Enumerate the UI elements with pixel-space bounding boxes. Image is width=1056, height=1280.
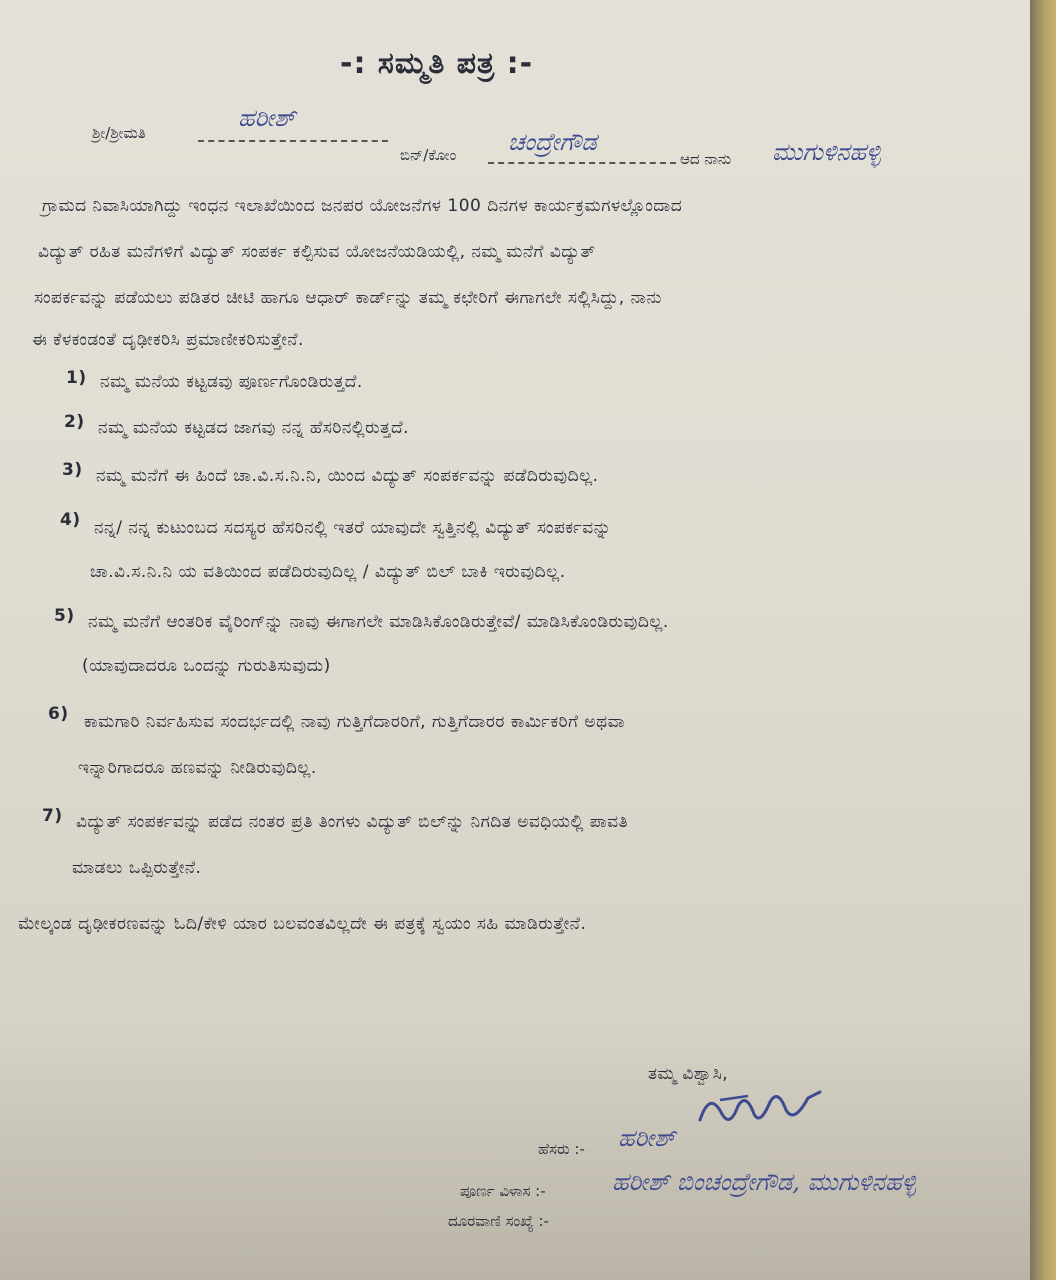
item-text: ನಮ್ಮ ಮನೆಯ ಕಟ್ಟಡದ ಜಾಗವು ನನ್ನ ಹೆಸರಿನಲ್ಲಿರುತ್ತದೆ. [98,418,410,438]
paragraph-line: ವಿದ್ಯುತ್ ರಹಿತ ಮನೆಗಳಿಗೆ ವಿದ್ಯುತ್ ಸಂಪರ್ಕ ಕಲ್ಪಿಸುವ ಯೋಜನೆಯಡಿಯಲ್ಲಿ, ನಮ್ಮ ಮನೆಗೆ ವಿದ್ಯುತ್ [38,242,596,262]
item-number: 4) [60,510,81,530]
address-handwritten: ಹರೀಶ್ ಬಿಂಚಂದ್ರೇಗೌಡ, ಮುಗುಳಿನಹಳ್ಳಿ [612,1168,917,1196]
shri-label: ಶ್ರೀ/ಶ್ರೀಮತಿ [92,124,146,142]
closing-line: ಮೇಲ್ಕಂಡ ದೃಢೀಕರಣವನ್ನು ಓದಿ/ಕೇಳಿ ಯಾರ ಬಲವಂತವಿಲ್ಲದೇ ಈ ಪತ್ರಕ್ಕೆ ಸ್ವಯಂ ಸಹಿ ಮಾಡಿರುತ್ತೇನೆ. [18,914,587,934]
father-handwritten: ಚಂದ್ರೇಗೌಡ [508,128,597,156]
item-text: ನಮ್ಮ ಮನೆಗೆ ಆಂತರಿಕ ವೈರಿಂಗ್‌ನ್ನು ನಾವು ಈಗಾಗಲೇ ಮಾಡಿಸಿಕೊಂಡಿರುತ್ತೇವೆ/ ಮಾಡಿಸಿಕೊಂಡಿರುವುದಿಲ್ಲ. [88,612,669,632]
item-text: ನಮ್ಮ ಮನೆಯ ಕಟ್ಟಡವು ಪೂರ್ಣಗೊಂಡಿರುತ್ತದೆ. [100,372,363,392]
document-title: -: ಸಮ್ಮತಿ ಪತ್ರ :- [340,46,534,81]
name-handwritten: ಹರೀಶ್ [238,104,296,132]
phone-label: ದೂರವಾಣಿ ಸಂಖ್ಯೆ :- [448,1212,549,1230]
item-text: ನನ್ನ/ ನನ್ನ ಕುಟುಂಬದ ಸದಸ್ಯರ ಹೆಸರಿನಲ್ಲಿ ಇತರೆ ಯಾವುದೇ ಸ್ವತ್ತಿನಲ್ಲಿ ವಿದ್ಯುತ್ ಸಂಪರ್ಕವನ್ನು [94,518,612,538]
yours-faithfully: ತಮ್ಮ ವಿಶ್ವಾಸಿ, [648,1064,729,1084]
aada-naanu-label: ಆದ ನಾನು [680,150,732,168]
address-label: ಪೂರ್ಣ ವಿಳಾಸ :- [460,1182,546,1200]
item-number: 1) [66,368,87,388]
paragraph-line: ಗ್ರಾಮದ ನಿವಾಸಿಯಾಗಿದ್ದು ಇಂಧನ ಇಲಾಖೆಯಿಂದ ಜನಪರ ಯೋಜನೆಗಳ 100 ದಿನಗಳ ಕಾರ್ಯಕ್ರಮಗಳಲ್ಲೊಂದಾದ [42,196,683,216]
table-edge [1030,0,1056,1280]
item-text: ಚಾ.ವಿ.ಸ.ನಿ.ನಿ ಯ ವತಿಯಿಂದ ಪಡೆದಿರುವುದಿಲ್ಲ / ವಿದ್ಯುತ್ ಬಿಲ್ ಬಾಕಿ ಇರುವುದಿಲ್ಲ. [90,562,566,582]
item-text: (ಯಾವುದಾದರೂ ಒಂದನ್ನು ಗುರುತಿಸುವುದು) [82,656,331,676]
item-text: ಇನ್ನಾರಿಗಾದರೂ ಹಣವನ್ನು ನೀಡಿರುವುದಿಲ್ಲ. [78,758,317,778]
signature-scrawl [690,1080,830,1140]
item-text: ಮಾಡಲು ಒಪ್ಪಿರುತ್ತೇನೆ. [72,858,202,878]
bin-label: ಬಿನ್/ಕೋಂ [400,146,457,164]
item-number: 6) [48,704,69,724]
signer-name-handwritten: ಹರೀಶ್ [618,1124,676,1152]
item-number: 2) [64,412,85,432]
paragraph-line: ಸಂಪರ್ಕವನ್ನು ಪಡೆಯಲು ಪಡಿತರ ಚೀಟಿ ಹಾಗೂ ಆಧಾರ್ ಕಾರ್ಡ್‌ನ್ನು ತಮ್ಮ ಕಛೇರಿಗೆ ಈಗಾಗಲೇ ಸಲ್ಲಿಸಿದ್ದು, ನಾನು [34,288,662,308]
item-text: ವಿದ್ಯುತ್ ಸಂಪರ್ಕವನ್ನು ಪಡೆದ ನಂತರ ಪ್ರತಿ ತಿಂಗಳು ವಿದ್ಯುತ್ ಬಿಲ್‌ನ್ನು ನಿಗದಿತ ಅವಧಿಯಲ್ಲಿ ಪಾವತಿ [76,812,629,832]
paragraph-line: ಈ ಕೆಳಕಂಡಂತೆ ದೃಢೀಕರಿಸಿ ಪ್ರಮಾಣೀಕರಿಸುತ್ತೇನೆ. [32,330,304,350]
item-text: ನಮ್ಮ ಮನೆಗೆ ಈ ಹಿಂದೆ ಚಾ.ವಿ.ಸ.ನಿ.ನಿ, ಯಿಂದ ವಿದ್ಯುತ್ ಸಂಪರ್ಕವನ್ನು ಪಡೆದಿರುವುದಿಲ್ಲ. [96,466,599,486]
item-number: 7) [42,806,63,826]
item-number: 3) [62,460,83,480]
item-number: 5) [54,606,75,626]
village-handwritten: ಮುಗುಳಿನಹಳ್ಳಿ [772,138,881,166]
item-text: ಕಾಮಗಾರಿ ನಿರ್ವಹಿಸುವ ಸಂದರ್ಭದಲ್ಲಿ ನಾವು ಗುತ್ತಿಗೆದಾರರಿಗೆ, ಗುತ್ತಿಗೆದಾರರ ಕಾರ್ಮಿಕರಿಗೆ ಅಥವಾ [84,712,625,732]
name-label: ಹೆಸರು :- [538,1140,585,1158]
